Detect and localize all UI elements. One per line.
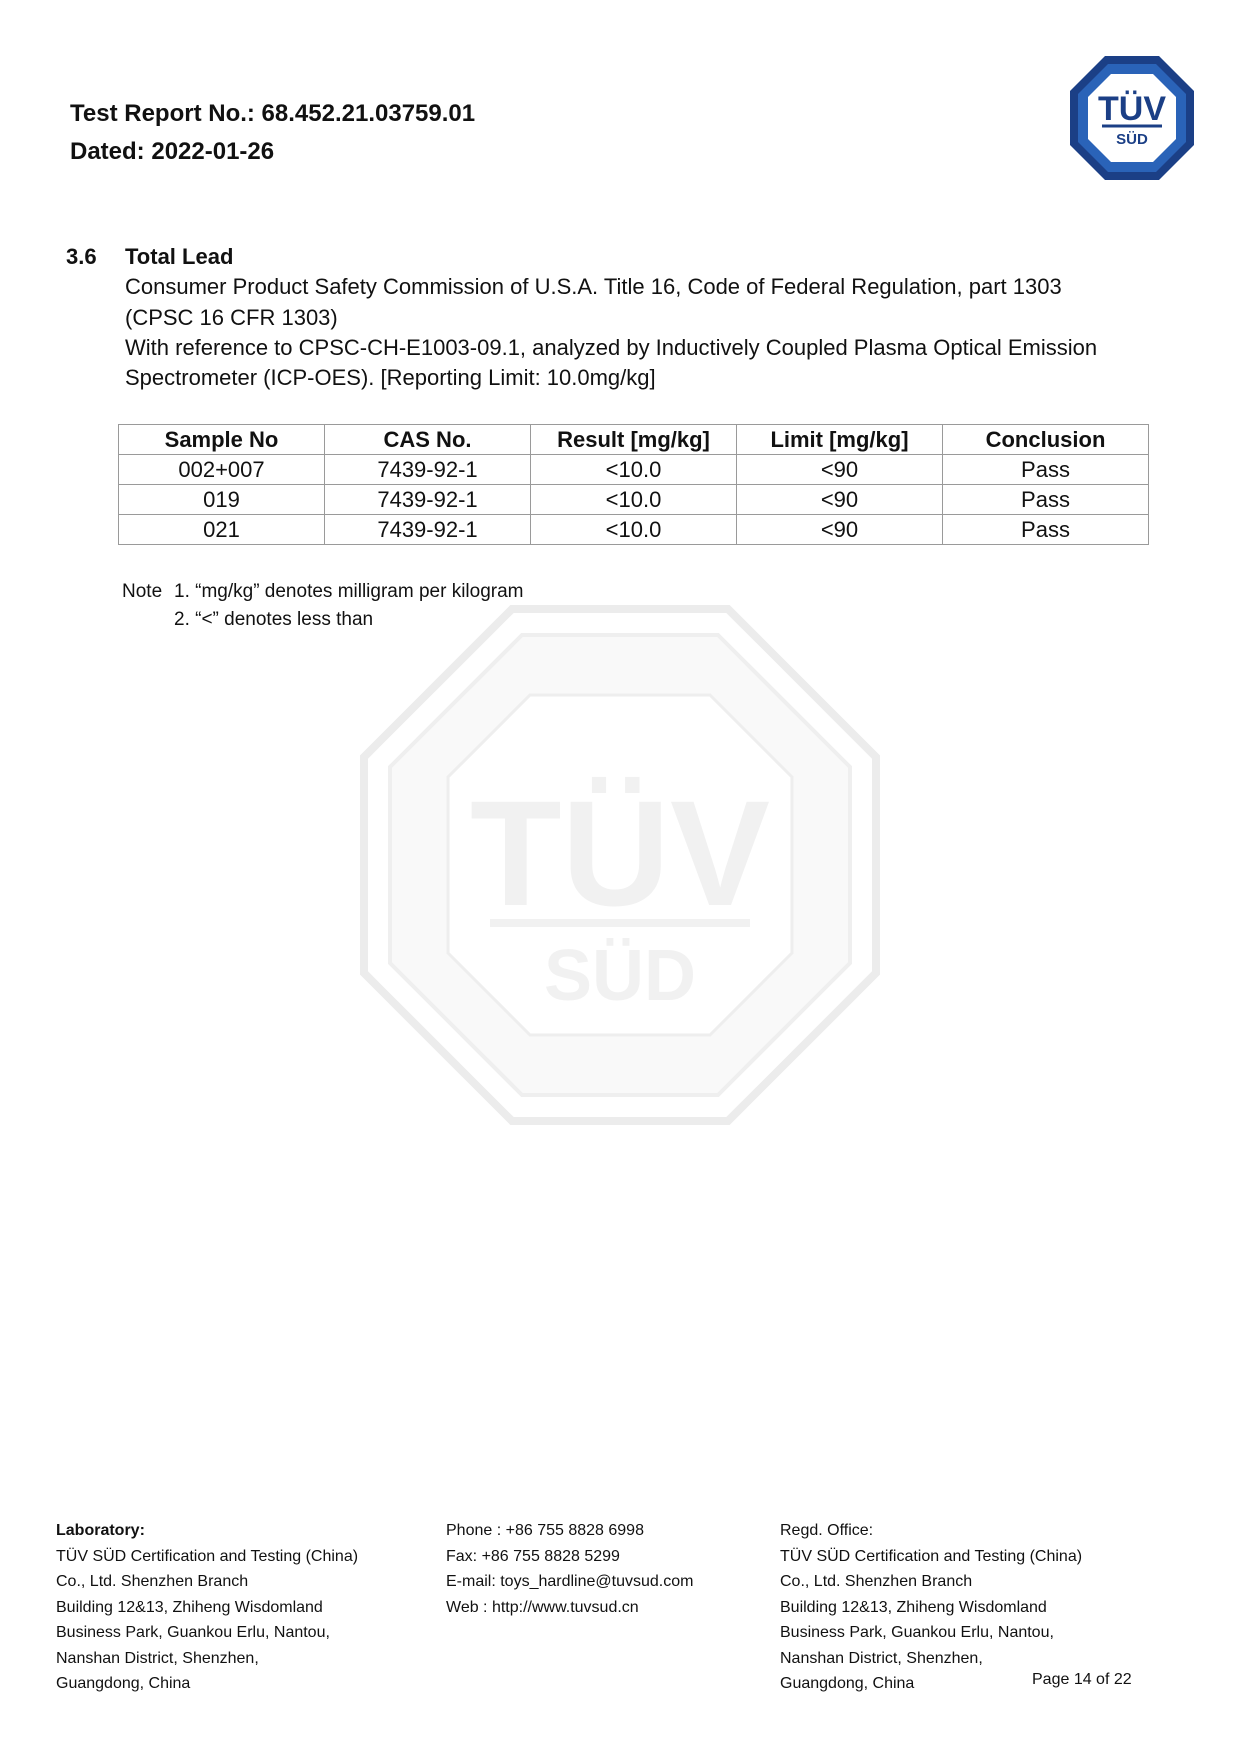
footer-contact — [446, 1518, 693, 1620]
logo-top-text: TÜV — [1098, 90, 1166, 128]
tuv-sud-logo — [1068, 54, 1196, 182]
watermark-bottom-text: SÜD — [543, 936, 697, 1016]
section-text-line: (CPSC 16 CFR 1303) — [125, 305, 338, 330]
laboratory-line: TÜV SÜD Certification and Testing (China) — [56, 1547, 359, 1565]
cell-result: <10.0 — [531, 455, 737, 485]
office-line: Building 12&13, Zhiheng Wisdomland — [780, 1598, 1047, 1616]
tuv-sud-watermark — [360, 605, 880, 1125]
office-line: Nanshan District, Shenzhen, — [780, 1649, 983, 1667]
cell-sample-no: 002+007 — [119, 455, 325, 485]
contact-web: Web : http://www.tuvsud.cn — [446, 1598, 639, 1616]
section-title: Total Lead — [125, 244, 234, 269]
results-table — [118, 424, 1149, 545]
laboratory-line: Business Park, Guankou Erlu, Nantou, — [56, 1624, 330, 1641]
cell-result: <10.0 — [531, 485, 737, 515]
header-conclusion: Conclusion — [943, 425, 1149, 455]
header-result: Result [mg/kg] — [531, 425, 737, 455]
contact-phone: Phone : +86 755 8828 6998 — [446, 1522, 644, 1539]
laboratory-line: Building 12&13, Zhiheng Wisdomland — [56, 1598, 323, 1616]
office-line: Business Park, Guankou Erlu, Nantou, — [780, 1624, 1054, 1641]
laboratory-line: Guangdong, China — [56, 1675, 191, 1692]
office-heading: Regd. Office: — [780, 1522, 874, 1539]
contact-email: E-mail: toys_hardline@tuvsud.com — [446, 1573, 694, 1590]
cell-conclusion: Pass — [943, 515, 1149, 545]
laboratory-line: Co., Ltd. Shenzhen Branch — [56, 1573, 249, 1590]
cell-cas-no: 7439-92-1 — [325, 455, 531, 485]
note-item: 2. “<” denotes less than — [174, 609, 374, 630]
cell-sample-no: 021 — [119, 515, 325, 545]
table-row — [119, 515, 1149, 545]
header-limit: Limit [mg/kg] — [737, 425, 943, 455]
page-number: Page 14 of 22 — [1032, 1671, 1132, 1688]
cell-limit: <90 — [737, 485, 943, 515]
cell-limit: <90 — [737, 455, 943, 485]
header-sample-no: Sample No — [119, 425, 325, 455]
cell-conclusion: Pass — [943, 455, 1149, 485]
cell-limit: <90 — [737, 515, 943, 545]
note-label: Note — [122, 581, 163, 602]
laboratory-heading: Laboratory: — [56, 1522, 145, 1539]
note-item: 1. “mg/kg” denotes milligram per kilogram — [174, 581, 524, 602]
report-date: Dated: 2022-01-26 — [70, 138, 275, 165]
logo-bottom-text: SÜD — [1116, 131, 1148, 148]
cell-cas-no: 7439-92-1 — [325, 515, 531, 545]
section-text-line: With reference to CPSC-CH-E1003-09.1, analyzed by Inductively Coupled Plasma Optical Emission — [125, 335, 1098, 360]
section-text-line: Spectrometer (ICP-OES). [Reporting Limit: 10.0mg/kg] — [125, 365, 656, 390]
section-text-line: Consumer Product Safety Commission of U.S.A. Title 16, Code of Federal Regulation, part 1303 — [125, 274, 1062, 299]
cell-cas-no: 7439-92-1 — [325, 485, 531, 515]
table-row — [119, 455, 1149, 485]
office-line: Co., Ltd. Shenzhen Branch — [780, 1573, 973, 1590]
table-row — [119, 485, 1149, 515]
office-line: TÜV SÜD Certification and Testing (China) — [780, 1547, 1083, 1565]
footer-laboratory — [56, 1518, 358, 1697]
footer-office — [780, 1518, 1082, 1697]
cell-sample-no: 019 — [119, 485, 325, 515]
contact-fax: Fax: +86 755 8828 5299 — [446, 1547, 620, 1565]
report-number: Test Report No.: 68.452.21.03759.01 — [70, 100, 476, 127]
section-number: 3.6 — [66, 244, 97, 269]
watermark-top-text: TÜV — [470, 769, 770, 937]
office-line: Guangdong, China — [780, 1675, 915, 1692]
table-header-row — [119, 425, 1149, 455]
header-cas-no: CAS No. — [325, 425, 531, 455]
laboratory-line: Nanshan District, Shenzhen, — [56, 1649, 259, 1667]
cell-conclusion: Pass — [943, 485, 1149, 515]
cell-result: <10.0 — [531, 515, 737, 545]
